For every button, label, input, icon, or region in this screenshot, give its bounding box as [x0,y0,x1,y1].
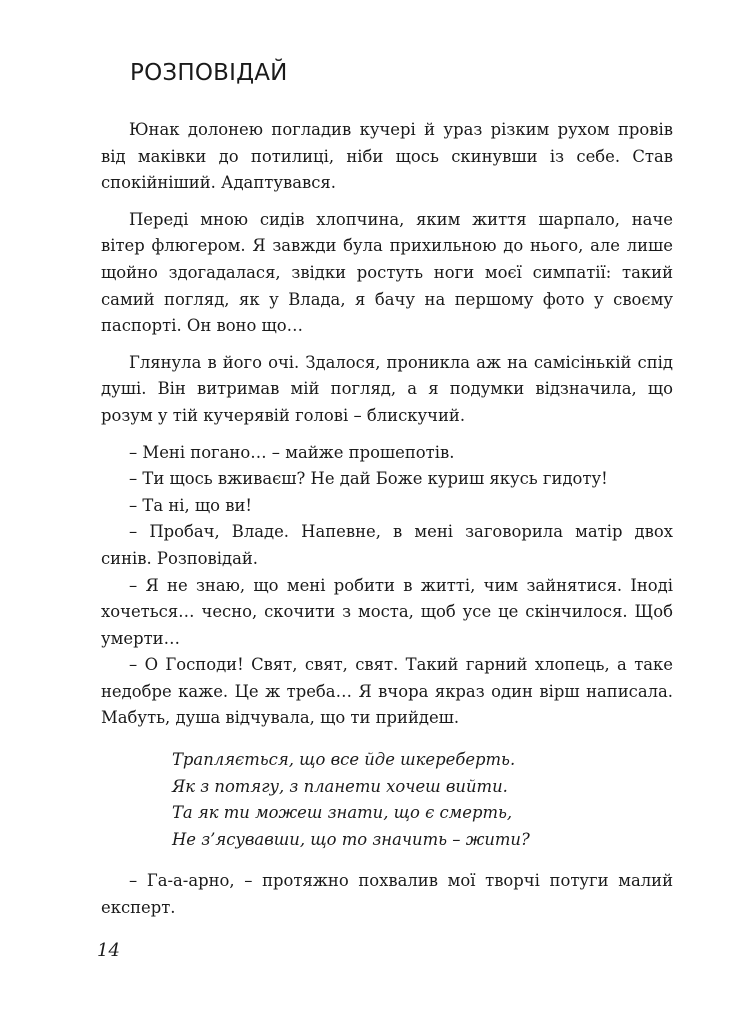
paragraph-3: Глянула в його очі. Здалося, проникла аж на самісінькій спід душі. Він витримав мій погляд, а я подумки відзначила, що розум у тій кучерявій голові – блискучий. [101,352,673,425]
poem-line-2: Як з потягу, з планети хочеш вийти. [172,776,508,796]
chapter-title: РОЗПОВІДАЙ [130,60,288,86]
paragraph-2: Переді мною сидів хлопчина, яким життя шарпало, наче вітер флюгером. Я завжди була прихильною до нього, але лише щойно здогадалася, звідки ростуть ноги моєї симпатії: такий самий погляд, як у Влада, я бачу на першому фото у своєму паспорті. Он воно що… [101,209,673,336]
poem-line-1: Трапляється, що все йде шкереберть. [172,750,516,770]
dialogue-line-3: – Та ні, що ви! [129,495,252,515]
paragraph-1: Юнак долонею погладив кучері й ураз різким рухом провів від маківки до потилиці, ніби щось скинувши із себе. Став спокійніший. Адаптувався. [101,120,673,193]
dialogue-line-2: – Ти щось вживаєш? Не дай Боже куриш якусь гидоту! [129,469,608,489]
closing-line: – Га-а-арно, – протяжно похвалив мої творчі потуги малий експерт. [101,871,673,918]
page-number: 14 [97,940,120,961]
page-body [101,117,673,922]
poem [172,747,673,853]
dialogue-line-6: – О Господи! Свят, свят, свят. Такий гарний хлопець, а таке недобре каже. Це ж треба… Я вчора якраз один вірш написала. Мабуть, душа відчувала, що ти прийдеш. [101,655,673,728]
poem-line-3: Та як ти можеш знати, що є смерть, [172,803,513,823]
dialogue-line-1: – Мені погано… – майже прошепотів. [129,442,455,462]
poem-line-4: Не з’ясувавши, що то значить – жити? [172,829,530,849]
dialogue-line-5: – Я не знаю, що мені робити в житті, чим зайнятися. Іноді хочеться… чесно, скочити з моста, щоб усе це скінчилося. Щоб умерти… [101,575,673,648]
dialogue-line-4: – Пробач, Владе. Напевне, в мені заговорила матір двох синів. Розповідай. [101,522,673,568]
